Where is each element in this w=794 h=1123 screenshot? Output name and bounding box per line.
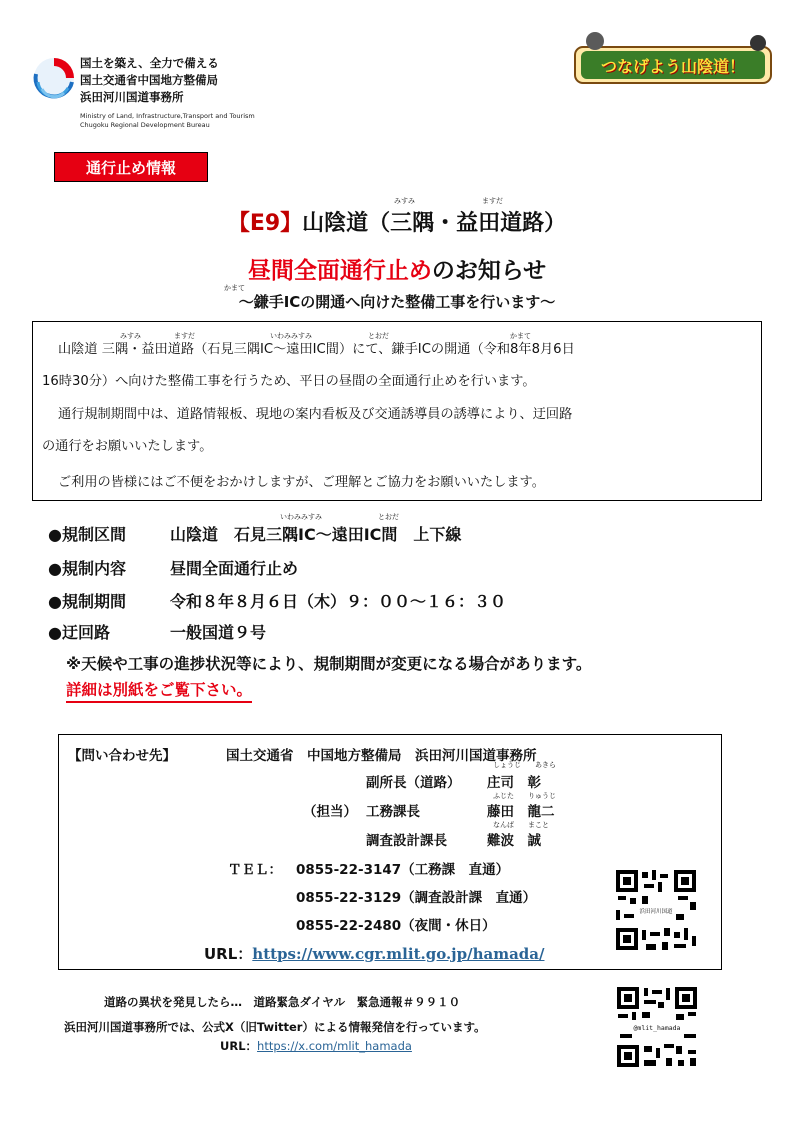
- office-qr-caption: 浜田河川国道: [639, 909, 673, 915]
- detail-content-label: ●規制内容: [48, 559, 126, 578]
- notice-ruby-masuda: ますだ: [174, 332, 195, 340]
- detail-detour: [48, 620, 266, 643]
- category-label: 通行止め情報: [54, 152, 208, 182]
- contact-row3-name: 難波 誠: [487, 833, 541, 849]
- notice-p1-line2: 16時30分）へ向けた整備工事を行うため、平日の昼間の全面通行止めを行います。: [42, 374, 536, 389]
- detail-section-label: ●規制区間: [48, 525, 126, 544]
- detail-ruby-iwamimisumi: いわみみすみ: [280, 513, 322, 521]
- route-name: 山陰道（三隅・益田道路）: [302, 211, 567, 236]
- contact-row2-prefix: （担当）: [303, 804, 357, 820]
- contact-row1-title: 副所長（道路）: [366, 775, 461, 791]
- x-url-label: URL：: [220, 1039, 258, 1053]
- detail-section: [48, 522, 461, 545]
- headline: [0, 252, 794, 285]
- contact-url-label: URL：: [204, 945, 253, 963]
- subtitle: ～鎌手ICの開通へ向けた整備工事を行います～: [238, 293, 556, 311]
- contact-url-row: [204, 943, 544, 964]
- x-account-link[interactable]: https://x.com/mlit_hamada: [257, 1039, 412, 1053]
- details-reference-link[interactable]: 詳細は別紙をご覧下さい。: [66, 678, 252, 703]
- title-ruby-masuda: ますだ: [482, 197, 503, 205]
- org-bureau: 国土交通省中国地方整備局: [80, 73, 218, 87]
- contact-ruby-namba: なんば まこと: [493, 821, 549, 829]
- tel-number-2[interactable]: 0855-22-3129（調査設計課 直通）: [296, 890, 537, 906]
- contact-ruby-shoji: しょうじ あきら: [493, 761, 556, 769]
- contact-office: 国土交通省 中国地方整備局 浜田河川国道事務所: [226, 748, 537, 764]
- tel-number-1[interactable]: 0855-22-3147（工務課 直通）: [296, 862, 510, 878]
- badge-text: つなげよう山陰道！: [600, 57, 745, 76]
- tel-number-3[interactable]: 0855-22-2480（夜間・休日）: [296, 918, 496, 934]
- notice-ruby-misumi: みすみ: [120, 332, 141, 340]
- tel-label: ＴＥＬ：: [228, 862, 282, 878]
- notice-p2-line1: 通行規制期間中は、道路情報板、現地の案内看板及び交通誘導員の誘導により、迂回路: [58, 407, 573, 422]
- x-url-row: [220, 1038, 412, 1054]
- detail-ruby-tooda: とおだ: [378, 513, 399, 521]
- contact-row1-name: 庄司 彰: [487, 775, 541, 791]
- notice-ruby-iwamimisumi: いわみみすみ: [270, 332, 312, 340]
- x-info-line: 浜田河川国道事務所では、公式X（旧Twitter）による情報発信を行っています。: [64, 1020, 486, 1034]
- office-website-link[interactable]: https://www.cgr.mlit.go.jp/hamada/: [252, 945, 545, 963]
- title-ruby-misumi: みすみ: [394, 197, 415, 205]
- route-tag: 【E9】: [227, 211, 303, 236]
- notice-ruby-kamate: かまて: [510, 332, 531, 340]
- org-slogan: 国土を築え、全力で備える: [80, 56, 219, 70]
- detail-detour-label: ●迂回路: [48, 623, 110, 642]
- mlit-logo-icon: [32, 56, 76, 100]
- detail-period: [48, 589, 506, 612]
- road-emergency-line: 道路の異状を発見したら… 道路緊急ダイヤル 緊急通報＃９９１０: [104, 995, 461, 1009]
- contact-ruby-fujita: ふじた りゅうじ: [493, 792, 556, 800]
- page-title: [0, 206, 794, 237]
- detail-detour-value: 一般国道９号: [170, 623, 267, 642]
- subtitle-ruby-kamate: かまて: [224, 284, 245, 292]
- notice-ruby-tooda: とおだ: [368, 332, 389, 340]
- org-office: 浜田河川国道事務所: [80, 90, 184, 104]
- sanindo-campaign-badge: [573, 29, 773, 87]
- contact-row2-name: 藤田 龍二: [487, 804, 555, 820]
- notice-p1-line1: 山陰道 三隅・益田道路（石見三隅IC～遠田IC間）にて、鎌手ICの開通（令和8年8月6日: [58, 342, 575, 357]
- contact-row2-title: 工務課長: [366, 804, 420, 820]
- org-english-line1: Ministry of Land, Infrastructure,Transport and Tourism: [80, 112, 255, 120]
- contact-row3-title: 調査設計課長: [366, 833, 447, 849]
- detail-content: [48, 556, 298, 579]
- notice-p2-line2: の通行をお願いいたします。: [42, 439, 213, 454]
- schedule-change-note: ※天候や工事の進捗状況等により、規制期間が変更になる場合があります。: [66, 655, 592, 673]
- notice-p3-line1: ご利用の皆様にはご不便をおかけしますが、ご理解とご協力をお願いいたします。: [58, 475, 545, 490]
- headline-closure: 昼間全面通行止め: [247, 258, 432, 284]
- detail-period-label: ●規制期間: [48, 592, 126, 611]
- org-english-line2: Chugoku Regional Development Bureau: [80, 121, 210, 129]
- detail-content-value: 昼間全面通行止め: [170, 559, 299, 578]
- x-qr-caption: @mlit_hamada: [633, 1024, 681, 1032]
- detail-period-value: 令和８年８月６日（木）９：００～１６：３０: [170, 592, 507, 611]
- headline-notice: のお知らせ: [431, 258, 547, 284]
- contact-heading: 【問い合わせ先】: [68, 748, 176, 764]
- detail-section-value: 山陰道 石見三隅IC～遠田IC間 上下線: [170, 525, 462, 544]
